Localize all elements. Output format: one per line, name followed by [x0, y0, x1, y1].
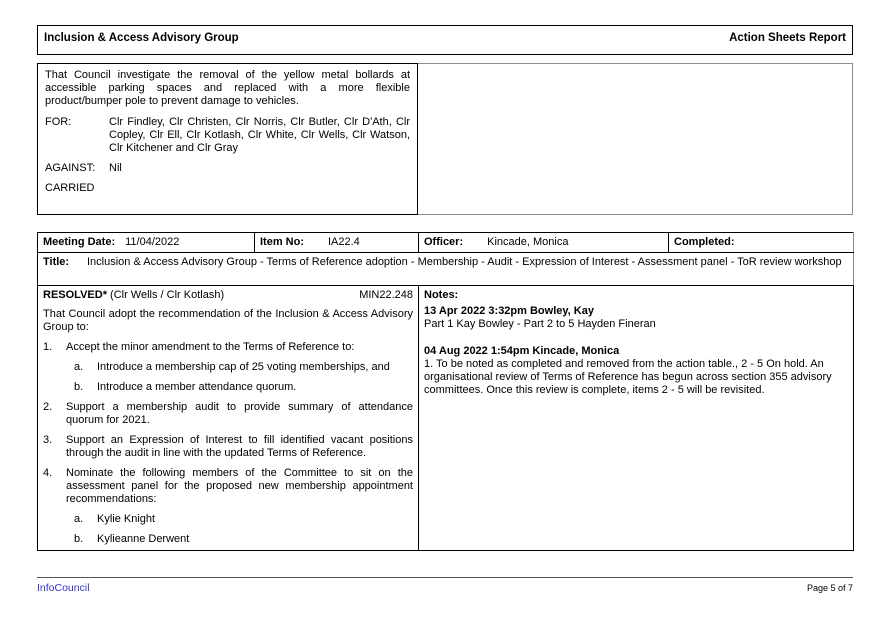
previous-item-notes-cell-empty [418, 63, 853, 215]
resolution-item-4a [74, 513, 413, 526]
note-heading: 04 Aug 2022 1:54pm Kincade, Monica [424, 345, 620, 357]
report-title: Action Sheets Report [729, 32, 846, 44]
against-row [45, 162, 410, 175]
subitem-letter: b. [74, 533, 84, 545]
subitem-text: Introduce a member attendance quorum. [97, 381, 297, 393]
resolution-item-4 [43, 467, 413, 506]
movers-text: (Clr Wells / Clr Kotlash) [106, 289, 225, 301]
resolved-movers [43, 289, 224, 302]
title-label: Title: [43, 256, 70, 268]
resolution-item-2 [43, 401, 413, 427]
note-body: Part 1 Kay Bowley - Part 2 to 5 Hayden Fineran [424, 318, 656, 330]
resolved-line [43, 289, 413, 302]
for-row [45, 116, 410, 155]
meeting-date-cell [38, 233, 255, 253]
report-header [37, 25, 853, 55]
resolution-item-1 [43, 341, 413, 354]
minute-number: MIN22.248 [359, 289, 413, 301]
previous-item-section [37, 63, 853, 215]
resolution-intro: That Council adopt the recommendation of the Inclusion & Access Advisory Group to: [43, 308, 413, 333]
infocouncil-link[interactable]: InfoCouncil [37, 582, 90, 594]
subitem-text: Kylie Knight [97, 513, 156, 525]
title-text: Inclusion & Access Advisory Group - Terms of Reference adoption - Membership - Audit - Expression of Interest - Assessment panel - ToR review workshop [87, 256, 842, 268]
subitem-text: Kylieanne Derwent [97, 533, 190, 545]
resolution-item-1b [74, 381, 413, 394]
resolution-item-1a [74, 361, 413, 374]
note-heading: 13 Apr 2022 3:32pm Bowley, Kay [424, 305, 594, 317]
item-no-value: IA22.4 [328, 236, 360, 248]
item-number: 1. [43, 341, 53, 353]
meeting-date-label: Meeting Date: [43, 236, 116, 248]
officer-cell [419, 233, 669, 253]
item-text: Support an Expression of Interest to fill identified vacant positions through the audit in line with the updated Terms of Reference. [66, 434, 413, 459]
for-value: Clr Findley, Clr Christen, Clr Norris, Clr Butler, Clr D'Ath, Clr Copley, Clr Ell, Clr Kotlash, Clr White, Clr Wells, Clr Watson, Clr Kitchener and Clr Gray [109, 116, 410, 154]
against-label: AGAINST: [45, 162, 96, 174]
resolution-notes-row [38, 286, 854, 551]
note-entry-1 [424, 305, 848, 331]
item-number: 2. [43, 401, 53, 413]
against-value: Nil [109, 162, 122, 174]
carried-label: CARRIED [45, 182, 95, 194]
item-no-cell [255, 233, 419, 253]
resolved-label: RESOLVED* [43, 289, 107, 301]
previous-resolution-text: That Council investigate the removal of the yellow metal bollards at accessible parking spaces and replaced with a more flexible product/bumper pole to prevent damage to vehicles. [45, 69, 410, 107]
page-footer [37, 577, 853, 595]
meeting-date-value: 11/04/2022 [125, 236, 180, 248]
officer-value: Kincade, Monica [487, 236, 569, 248]
resolution-item-3 [43, 434, 413, 460]
group-title: Inclusion & Access Advisory Group [44, 32, 239, 44]
officer-label: Officer: [424, 236, 464, 248]
for-label: FOR: [45, 116, 72, 128]
subitem-letter: a. [74, 513, 84, 525]
title-cell [38, 253, 854, 286]
page-number: Page 5 of 7 [806, 583, 853, 593]
subitem-letter: b. [74, 381, 84, 393]
subitem-letter: a. [74, 361, 84, 373]
meeting-row [38, 233, 854, 253]
item-number: 3. [43, 434, 53, 446]
item-text: Nominate the following members of the Committee to sit on the assessment panel for the proposed new membership appointment recommendations: [66, 467, 413, 505]
item-text: Accept the minor amendment to the Terms of Reference to: [66, 341, 355, 353]
notes-cell [419, 286, 854, 551]
item-text: Support a membership audit to provide summary of attendance quorum for 2021. [66, 401, 413, 426]
title-row [38, 253, 854, 286]
note-entry-2 [424, 345, 848, 397]
resolution-cell [38, 286, 419, 551]
item-no-label: Item No: [260, 236, 304, 248]
subitem-text: Introduce a membership cap of 25 voting memberships, and [97, 361, 390, 373]
completed-cell [669, 233, 854, 253]
notes-label: Notes: [424, 289, 459, 301]
action-item-table [37, 232, 854, 551]
completed-label: Completed: [674, 236, 735, 248]
item-number: 4. [43, 467, 53, 479]
previous-resolution-box [37, 63, 418, 215]
resolution-item-4b [74, 533, 413, 546]
note-body: 1. To be noted as completed and removed from the action table., 2 - 5 On hold. An organisational review of Terms of Reference has begun across section 355 advisory committees. Once this review is complete, items 2 - 5 will be revisited. [424, 358, 832, 396]
